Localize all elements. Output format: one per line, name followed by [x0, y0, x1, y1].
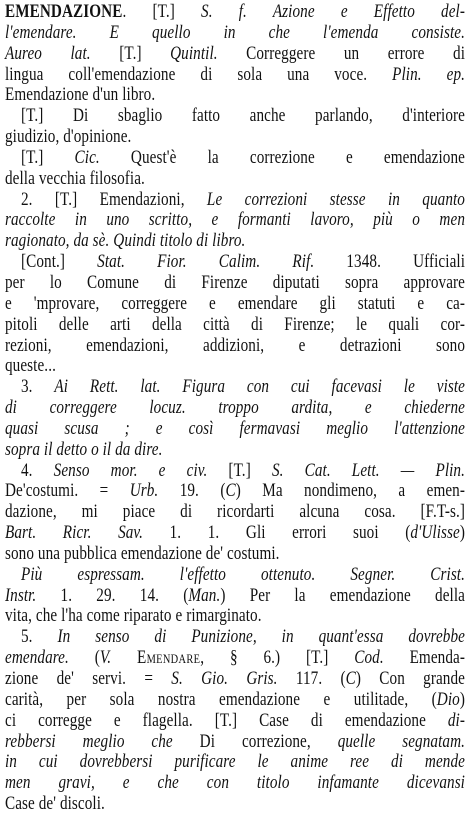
text-segment: 117. (	[277, 668, 346, 689]
text-segment: carità, per sola nostra emendazione e utilitade, (	[5, 688, 437, 710]
text-line	[5, 690, 465, 711]
text-segment: 4.	[21, 459, 54, 481]
cross-reference: Emendare	[137, 647, 201, 669]
text-segment: 19. (	[158, 480, 226, 502]
text-segment: per lo Comune di Firenze diputati sopra approvare	[5, 271, 465, 293]
text-segment: Instr.	[5, 584, 37, 606]
text-segment: Aureo lat.	[5, 42, 91, 64]
text-segment: 1. 1. Gli errori suoi (	[143, 522, 411, 544]
text-segment: (	[68, 647, 100, 669]
text-segment: V.	[99, 647, 112, 669]
text-segment: Dio	[436, 688, 460, 710]
text-segment: 1348. Ufficiali	[314, 251, 465, 273]
text-line	[5, 231, 373, 252]
text-segment: )	[459, 522, 466, 544]
text-line	[5, 544, 373, 565]
text-segment: 1. 29. 14. (	[36, 584, 189, 606]
text-line	[5, 85, 373, 106]
text-line	[5, 127, 373, 148]
text-line	[5, 44, 465, 65]
text-line	[5, 419, 465, 440]
text-segment: Correggere un errore di	[217, 42, 465, 64]
text-segment: lingua coll'emendazione di sola una voce.	[5, 63, 393, 85]
text-line	[5, 273, 465, 294]
text-line	[5, 190, 465, 211]
text-segment: di-	[447, 709, 465, 731]
text-segment: raccolte in uno scritto, e formanti lavoro, più o men	[5, 209, 465, 231]
text-line	[5, 356, 373, 377]
text-segment: sono una pubblica emendazione de' costumi.	[5, 542, 280, 564]
text-segment: [T.]	[21, 146, 75, 168]
text-segment: [T.] Di sbaglio fatto anche parlando, d'interiore	[21, 105, 465, 127]
text-segment: S. Cat. Lett. — Plin.	[271, 459, 465, 481]
text-segment: Le correzioni stesse in quanto	[206, 188, 465, 210]
text-segment: quasi scusa ; e così fermavasi meglio l'attenzione	[5, 417, 465, 439]
text-segment: Urb.	[129, 480, 159, 502]
text-segment: [T.]	[207, 459, 272, 481]
text-segment: )	[459, 688, 465, 710]
text-line	[5, 523, 465, 544]
text-segment: in cui dovrebbersi purificare le anime ree di mende	[5, 751, 465, 773]
text-line	[5, 440, 373, 461]
text-line	[5, 398, 465, 419]
text-segment: men gravi, e che con titolo infamante dicevansi	[5, 772, 465, 794]
text-line	[5, 565, 465, 586]
text-segment: Case de' discoli.	[5, 793, 105, 815]
text-segment: emendare.	[5, 647, 69, 669]
text-segment: Stat. Fior. Calim. Rif.	[97, 251, 315, 273]
text-segment: l'emendare. E quello in che l'emenda consiste.	[5, 21, 465, 43]
text-line	[5, 65, 465, 86]
text-line	[5, 169, 373, 190]
text-segment: Senso mor. e civ.	[53, 459, 208, 481]
text-segment: d'Ulisse	[410, 522, 460, 544]
text-segment: [Cont.]	[21, 251, 98, 273]
text-line	[5, 481, 465, 502]
text-segment	[111, 647, 137, 668]
text-segment: Plin. ep.	[392, 63, 466, 85]
text-segment: In senso di Punizione, in quant'essa dovrebbe	[57, 626, 465, 648]
dictionary-entry-emendazione	[5, 2, 465, 815]
text-segment: S. f. Azione e Effetto del-	[201, 1, 465, 22]
text-segment: vita, che l'ha come riparato e rimarginato.	[5, 605, 262, 627]
text-segment: [T.]	[90, 42, 171, 64]
text-segment: queste...	[5, 355, 56, 377]
text-line	[5, 502, 465, 523]
text-line	[5, 210, 465, 231]
text-line	[5, 461, 465, 482]
text-segment: ci corregge e flagella. [T.] Case di emendazione	[5, 709, 448, 731]
text-line	[5, 2, 465, 23]
text-line	[5, 586, 465, 607]
text-segment: Emenda-	[383, 647, 465, 669]
text-segment: 3.	[21, 376, 55, 398]
text-line	[5, 336, 465, 357]
text-line	[5, 606, 373, 627]
text-segment: rebbersi meglio che	[5, 730, 173, 752]
text-line	[5, 711, 465, 732]
text-segment: dazione, mi piace di ricordarti alcuna cosa. [F.T-s.]	[5, 501, 465, 523]
text-segment: zione de' servi. =	[5, 668, 172, 689]
text-segment: pitoli delle arti della città di Firenze; le quali cor-	[5, 313, 465, 335]
text-segment: Quest'è la correzione e emendazione	[99, 146, 465, 168]
text-segment: quelle segnatam.	[337, 730, 466, 752]
text-line	[5, 669, 465, 690]
text-segment: , § 6.) [T.]	[200, 647, 355, 669]
text-line	[5, 315, 465, 336]
text-segment: Quintil.	[170, 42, 218, 64]
text-segment: S. Gio. Gris.	[171, 668, 278, 689]
text-segment: sopra il detto o il da dire.	[5, 438, 163, 460]
text-segment: Di correzione,	[172, 730, 338, 752]
text-line	[5, 732, 465, 753]
text-segment: Cic.	[74, 146, 100, 168]
text-segment: di correggere locuz. troppo ardita, e chiederne	[5, 397, 465, 419]
text-line	[5, 23, 465, 44]
text-segment: C	[225, 480, 236, 502]
text-line	[5, 294, 465, 315]
headword: EMENDAZIONE	[5, 1, 123, 22]
text-segment: rezioni, emendazioni, addizioni, e detrazioni sono	[5, 334, 465, 356]
text-segment: Man.	[188, 584, 221, 606]
text-line	[5, 106, 465, 127]
text-segment: Cod.	[354, 647, 384, 669]
text-segment: . [T.]	[122, 1, 202, 22]
text-segment: C	[345, 668, 356, 689]
text-line	[5, 377, 465, 398]
text-segment: giudizio, d'opinione.	[5, 126, 132, 148]
text-segment: De'costumi. =	[5, 480, 130, 502]
text-segment: ragionato, da sè. Quindi titolo di libro.	[5, 230, 246, 252]
text-segment: ) Per la emendazione della	[220, 584, 465, 606]
text-line	[5, 773, 465, 794]
text-line	[5, 752, 465, 773]
text-segment: 2. [T.] Emendazioni,	[21, 188, 207, 210]
text-line	[5, 627, 465, 648]
text-segment: Bart. Ricr. Sav.	[5, 522, 144, 544]
text-segment: 5.	[21, 626, 58, 648]
text-segment: e 'mprovare, correggere e emendare gli statuti e ca-	[5, 292, 465, 314]
text-segment: ) Con grande	[355, 668, 465, 689]
text-segment: della vecchia filosofia.	[5, 167, 145, 189]
text-line	[5, 648, 465, 669]
text-segment: Ai Rett. lat. Figura con cui facevasi le viste	[54, 376, 465, 398]
text-segment: Più espressam. l'effetto ottenuto. Segner. Crist.	[21, 563, 465, 585]
text-line	[5, 794, 373, 815]
text-segment: ) Ma nondimeno, a emen-	[235, 480, 465, 502]
text-line	[5, 252, 465, 273]
text-segment: Emendazione d'un libro.	[5, 84, 156, 106]
text-line	[5, 148, 465, 169]
